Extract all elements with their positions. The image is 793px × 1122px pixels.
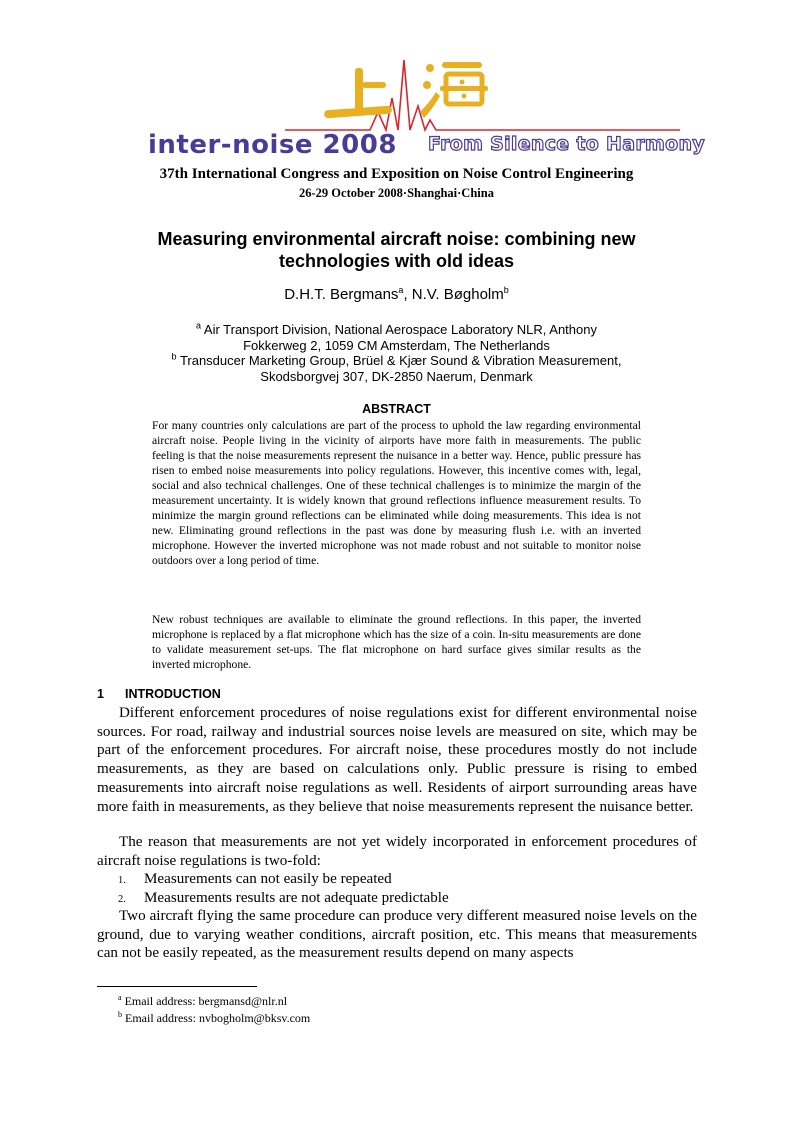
footnote: $^b$ Email address: nvbogholm@bksv.com (118, 1010, 311, 1025)
footnote-rule (97, 986, 257, 987)
list-item: 1. Measurements can not easily be repeated (118, 871, 392, 887)
section-title: INTRODUCTION (125, 687, 221, 701)
paper-title-line: technologies with old ideas (278, 251, 515, 271)
affiliation-a (150, 322, 643, 354)
author-marker: a (398, 285, 404, 295)
affiliation-line: Fokkerweg 2, 1059 CM Amsterdam, The Netherlands (243, 338, 550, 353)
paper-title (130, 228, 663, 272)
conference-header (0, 0, 793, 205)
event-logo-text: inter-noise 2008 (148, 130, 397, 160)
list-item: 2. Measurements results are not adequate predictable (118, 890, 449, 906)
author-marker: b (503, 285, 509, 295)
congress-title: 37th International Congress and Exposition on Noise Control Engineering (159, 166, 634, 182)
affiliation-line: Air Transport Division, National Aerospace Laboratory NLR, Anthony (201, 322, 597, 337)
event-slogan: From Silence to Harmony (428, 133, 705, 155)
affiliation-marker: b (171, 351, 177, 362)
abstract-heading: ABSTRACT (362, 402, 431, 416)
author-name: , N.V. Bøgholm (403, 286, 504, 303)
paper-title-line: Measuring environmental aircraft noise: combining new (157, 229, 636, 249)
body-paragraph: Different enforcement procedures of noise regulations exist for different environmental noise sources. For road, railway and industrial sources noise levels are measured on site, which may be part of the enforcement procedures. For aircraft noise, these procedures mostly do not include measurements, as they are based on calculations only. Public pressure is rising to embed measurements into aircraft noise regulations as well. Residents of airport surrounding areas have more faith in measurements, as they believe that noise measurements represent the nuisance better. (97, 705, 697, 815)
affiliation-b (130, 353, 663, 385)
affiliation-line: Skodsborgvej 307, DK-2850 Naerum, Denmark (260, 369, 533, 384)
congress-dates: 26-29 October 2008·Shanghai·China (299, 186, 494, 200)
shanghai-logo-icon (140, 40, 680, 140)
body-paragraph: The reason that measurements are not yet widely incorporated in enforcement procedures of aircraft noise regulations is two-fold: (97, 834, 697, 869)
footnote: $^a$ Email address: bergmansd@nlr.nl (118, 993, 288, 1008)
section-heading (97, 687, 221, 701)
abstract-paragraph: For many countries only calculations are part of the process to uphold the law regarding environmental aircraft noise. People living in the vicinity of airports have more faith in measurements. The public feeling is that the noise measurements represent the nuisance in a better way. Hence, public pressure has risen to embed noise measurements into policy regulations. However, this incentive comes with, legal, social and also technical challenges. One of these technical challenges is to minimize the margin of the measurement uncertainty. It is widely known that ground reflections influence measurement results. To minimize the margin ground reflections can be eliminated while doing measurements. This idea is not new. Eliminating ground reflections in the past was done by measuring flush i.e. with an inverted microphone. However the inverted microphone was not made robust and not suitable to monitor noise outdoors over a long period of time. (152, 419, 641, 568)
affiliation-line: Transducer Marketing Group, Brüel & Kjær Sound & Vibration Measurement, (176, 353, 622, 368)
author-name: D.H.T. Bergmans (284, 286, 399, 303)
abstract-paragraph: New robust techniques are available to eliminate the ground reflections. In this paper, the inverted microphone is replaced by a flat microphone which has the size of a coin. In-situ measurements are done to validate measurement set-ups. The flat microphone on hard surface gives similar results as the inverted microphone. (152, 613, 641, 672)
affiliation-marker: a (195, 320, 201, 331)
section-number: 1 (97, 687, 104, 701)
body-paragraph: Two aircraft flying the same procedure can produce very different measured noise levels on the ground, due to varying weather conditions, aircraft position, etc. This means that measurements can not be easily repeated, as the measurement results depend on many aspects (97, 908, 697, 962)
authors (0, 286, 793, 303)
